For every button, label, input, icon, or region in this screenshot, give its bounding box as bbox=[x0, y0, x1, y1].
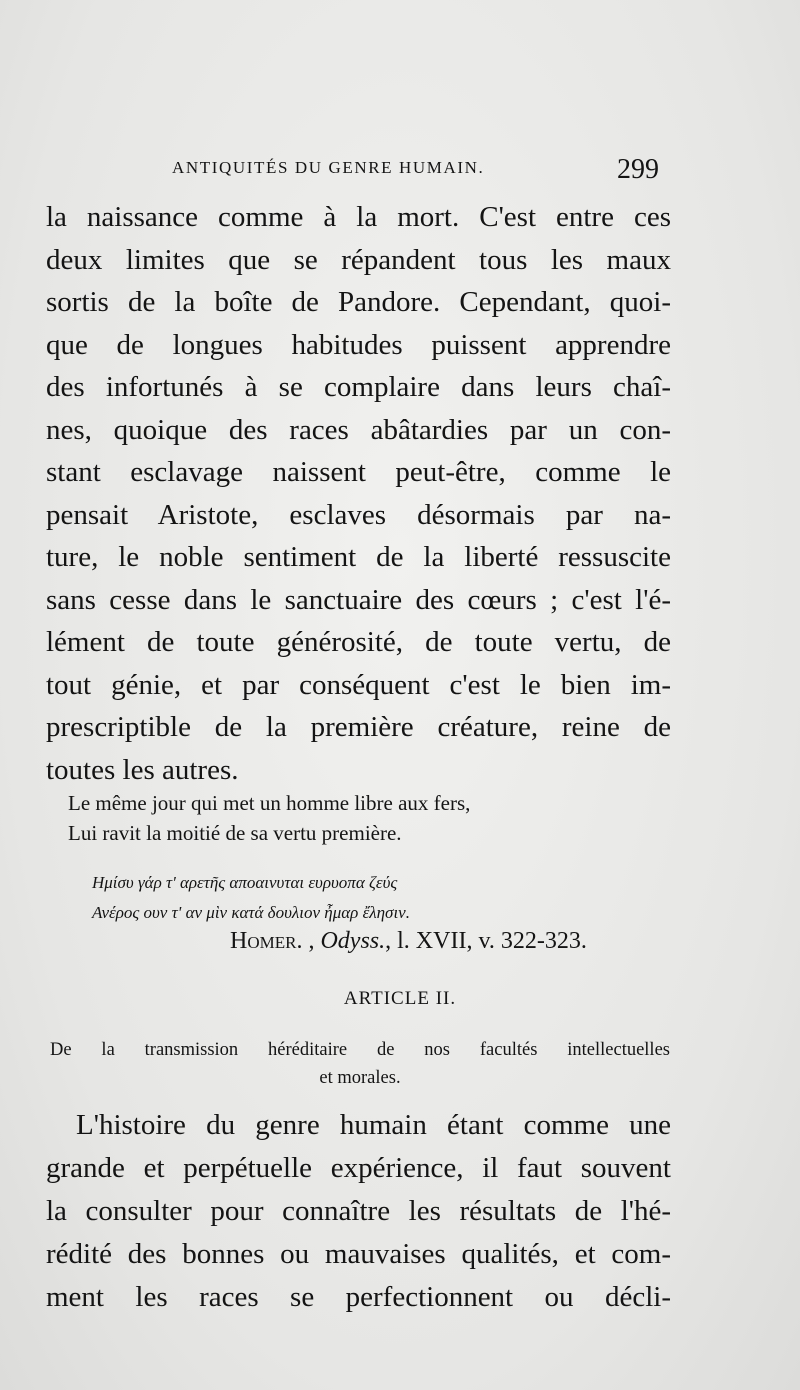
paragraph-continuation bbox=[46, 196, 671, 791]
text-line: sans cesse dans le sanctuaire des cœurs ; c'est l'é- bbox=[46, 583, 671, 616]
subtitle-line: et morales. bbox=[319, 1068, 401, 1088]
text-line: que de longues habitudes puissent apprendre bbox=[46, 328, 671, 361]
text-line: lément de toute générosité, de toute vertu, de bbox=[46, 626, 671, 658]
running-title: ANTIQUITÉS DU GENRE HUMAIN. bbox=[172, 158, 485, 177]
text-line: des infortunés à se complaire dans leurs chaî- bbox=[46, 371, 671, 403]
greek-quotation bbox=[92, 868, 410, 928]
verse-line: Lui ravit la moitié de sa vertu première. bbox=[68, 821, 402, 845]
text-line: ment les races se perfectionnent ou décli- bbox=[46, 1281, 671, 1313]
text-line: la consulter pour connaître les résultats de l'hé- bbox=[46, 1195, 671, 1227]
text-line: prescriptible de la première créature, reine de bbox=[46, 711, 671, 743]
citation-separator: , bbox=[302, 928, 321, 954]
verse-line: Le même jour qui met un homme libre aux fers, bbox=[68, 791, 471, 815]
text-line: tout génie, et par conséquent c'est le bien im- bbox=[46, 668, 671, 701]
citation bbox=[230, 928, 587, 955]
text-line: L'histoire du genre humain étant comme une bbox=[76, 1109, 671, 1141]
text-line: grande et perpétuelle expérience, il faut souvent bbox=[46, 1152, 671, 1184]
text-line: pensait Aristote, esclaves désormais par na- bbox=[46, 498, 671, 531]
citation-author: Homer. bbox=[230, 928, 303, 954]
greek-line: Ημίσυ γάρ τ' αρετῆς αποαινυται ευρυοπα ζεύς bbox=[92, 873, 398, 892]
page-number: 299 bbox=[617, 154, 659, 185]
text-line: toutes les autres. bbox=[46, 753, 239, 786]
citation-reference: , l. XVII, v. 322-323. bbox=[385, 928, 587, 954]
article-subtitle bbox=[50, 1036, 670, 1092]
text-line: deux limites que se répandent tous les maux bbox=[46, 243, 671, 276]
text-line: stant esclavage naissent peut-être, comme le bbox=[46, 456, 671, 488]
text-line: la naissance comme à la mort. C'est entre ces bbox=[46, 201, 671, 233]
subtitle-line: De la transmission héréditaire de nos facultés intellectuelles bbox=[50, 1040, 670, 1060]
verse-quotation bbox=[68, 788, 470, 848]
text-line: rédité des bonnes ou mauvaises qualités, et com- bbox=[46, 1238, 671, 1270]
text-line: sortis de la boîte de Pandore. Cependant, quoi- bbox=[46, 286, 671, 318]
paragraph-article bbox=[46, 1104, 671, 1319]
citation-work: Odyss. bbox=[320, 928, 386, 954]
text-line: ture, le noble sentiment de la liberté ressuscite bbox=[46, 541, 671, 573]
text-line: nes, quoique des races abâtardies par un con- bbox=[46, 413, 671, 446]
article-heading: ARTICLE II. bbox=[343, 988, 457, 1009]
greek-line: Ανέρος ουν τ' αν μὶν κατά δουλιον ἦμαρ ἔλησιν. bbox=[92, 903, 410, 922]
